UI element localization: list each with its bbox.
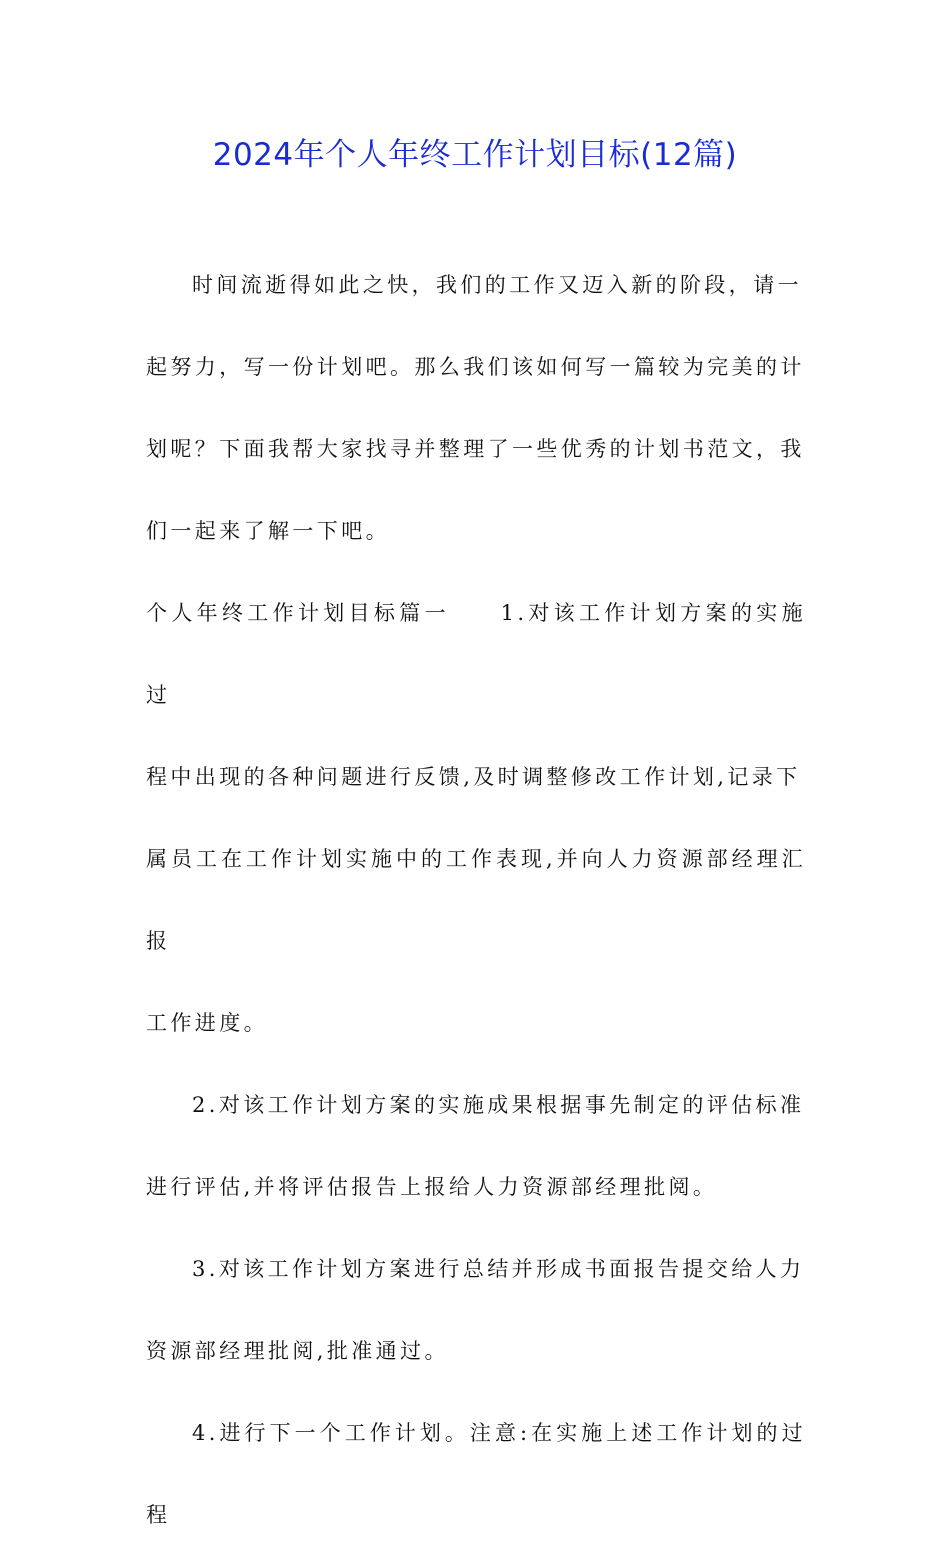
text-line: 3.对该工作计划方案进行总结并形成书面报告提交给人力 [192, 1257, 805, 1281]
text-line: 进行评估,并将评估报告上报给人力资源部经理批阅。 [146, 1175, 718, 1199]
document-title: 2024年个人年终工作计划目标(12篇) [212, 137, 738, 173]
text-line: 时间流逝得如此之快，我们的工作又迈入新的阶段，请一 [192, 273, 802, 297]
text-line: 起努力，写一份计划吧。那么我们该如何写一篇较为完美的计 [146, 355, 805, 379]
item-three-paragraph [146, 1228, 806, 1392]
text-line: 2.对该工作计划方案的实施成果根据事先制定的评估标准 [192, 1093, 805, 1117]
text-line: 工作进度。 [146, 1011, 268, 1035]
item-two-paragraph [146, 1064, 806, 1228]
text-line: 属员工在工作计划实施中的工作表现,并向人力资源部经理汇报 [146, 847, 806, 953]
intro-paragraph [146, 244, 806, 572]
text-line: 个人年终工作计划目标篇一 1.对该工作计划方案的实施过 [146, 601, 806, 707]
text-line: 资源部经理批阅,批准通过。 [146, 1339, 449, 1363]
text-line: 划呢？下面我帮大家找寻并整理了一些优秀的计划书范文，我 [146, 437, 805, 461]
section-one-paragraph [146, 572, 806, 1064]
text-line: 4.进行下一个工作计划。注意:在实施上述工作计划的过程 [146, 1421, 806, 1527]
document-body [146, 244, 806, 1556]
text-line: 们一起来了解一下吧。 [146, 519, 390, 543]
text-line: 程中出现的各种问题进行反馈,及时调整修改工作计划,记录下 [146, 765, 801, 789]
item-four-paragraph [146, 1392, 806, 1556]
